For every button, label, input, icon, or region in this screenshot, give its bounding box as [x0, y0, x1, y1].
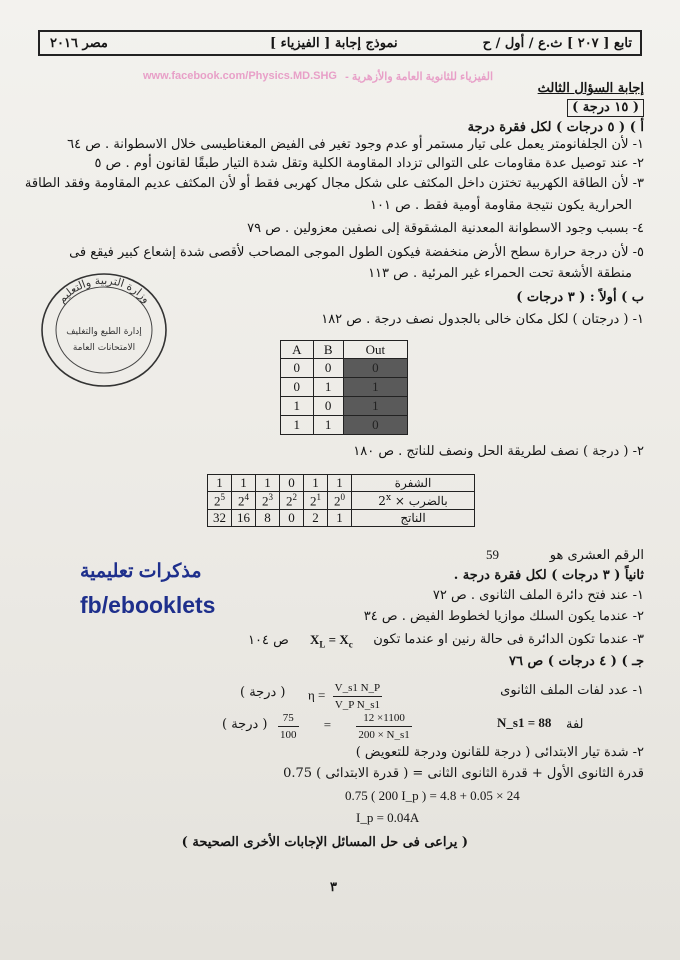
part-a-item-1: ١- لأن الجلفانومتر يعمل على تيار مستمر أو عدم وجود تغير فى الفيض المغناطيسى خلال الاسطوانة . ص ٦٤: [67, 137, 644, 152]
header-exam-code: تابع [ ٢٠٧ ] ث.ع / أول / ح: [482, 36, 632, 51]
stamp-department-text: إدارة الطبع والتغليف: [66, 327, 142, 337]
question-3-title: إجابة السؤال الثالث: [537, 81, 644, 96]
facebook-url-watermark: www.facebook.com/Physics.MD.SHG: [143, 70, 337, 82]
conv-result: 0: [280, 510, 304, 527]
decimal-result-label: الرقم العشرى هو: [549, 548, 644, 563]
conv-power: $2^1$: [304, 492, 328, 510]
truth-table-row: [281, 397, 408, 416]
conv-result: 2: [304, 510, 328, 527]
ratio-degree: ( درجة ): [222, 717, 268, 732]
conv-bit: 0: [280, 475, 304, 492]
truth-table-header-row: [281, 341, 408, 359]
conv-label-result: الناتج: [352, 510, 475, 527]
truth-table-out-cell: 1: [343, 397, 407, 416]
part-a-heading: أ ) ( ٥ درجات ) لكل فقرة درجة: [467, 120, 644, 135]
truth-table-cell: 0: [313, 397, 343, 416]
conv-power: $2^4$: [232, 492, 256, 510]
question-3-degree: ( ١٥ درجة ): [567, 99, 644, 117]
decimal-result-value: 59: [486, 547, 499, 562]
conv-label-mult: بالضرب × $2^x$: [352, 492, 475, 510]
turns-unit: لفة: [566, 717, 584, 732]
turns-ratio-equation: $\frac{75}{100}$ = $\frac{12 \times 1100}{200 \times N\_s1}$: [280, 712, 410, 741]
power-balance-equation: قدرة الثانوى الأول + قدرة الثانوى الثانى = ( قدرة الابتدائى ) 0.75: [283, 766, 644, 781]
truth-table-header-out: Out: [343, 341, 407, 359]
truth-table-out-cell: 0: [343, 359, 407, 378]
truth-table-row: [281, 416, 408, 435]
conv-power: $2^3$: [256, 492, 280, 510]
ebooklets-watermark-arabic: مذكرات تعليمية: [80, 561, 202, 582]
facebook-tagline-watermark: الفيزياء للثانوية العامة والأزهرية -: [345, 71, 493, 83]
second-part-item-3-page: ص ١٠٤: [248, 633, 289, 648]
conv-bit: 1: [328, 475, 352, 492]
official-stamp: [38, 270, 170, 390]
efficiency-fraction: $\frac{V\_s1 N\_P}{\text{V\_P N\_s1}}$: [334, 682, 381, 711]
truth-table-header-b: B: [313, 341, 343, 359]
part-c-heading: جـ ) ( ٤ درجات ) ص ٧٦: [509, 654, 644, 669]
truth-table-cell: 0: [281, 378, 314, 397]
truth-table-header-a: A: [281, 341, 314, 359]
conv-power: $2^0$: [328, 492, 352, 510]
truth-table-row: [281, 359, 408, 378]
truth-table-cell: 0: [313, 359, 343, 378]
truth-table-cell: 1: [313, 416, 343, 435]
page-header: [38, 30, 642, 56]
svg-text:وزارة التربية والتعليم: [55, 274, 153, 306]
truth-table-out-cell: 0: [343, 416, 407, 435]
secondary-turns-result: N_s1 = 88: [497, 715, 552, 730]
second-part-item-3: ٣- عندما تكون الدائرة فى حالة رنين او عندما تكون: [373, 632, 644, 647]
conv-bit: 1: [208, 475, 232, 492]
truth-table-cell: 1: [281, 416, 314, 435]
part-b-item-2: ٢- ( درجة ) نصف لطريقة الحل ونصف للناتج . ص ١٨٠: [353, 444, 644, 459]
second-part-item-2: ٢- عندما يكون السلك موازيا لخطوط الفيض . ص ٣٤: [363, 609, 644, 624]
primary-current-result: I_p = 0.04A: [356, 810, 420, 825]
efficiency-degree: ( درجة ): [240, 685, 286, 700]
part-c-item-2-label: ٢- شدة تيار الابتدائى ( درجة للقانون ودرجة للتعويض ): [355, 745, 644, 760]
page-number: ٣: [330, 880, 337, 895]
efficiency-formula: η = $\frac{V\_s1 N\_P}{\text{V\_P N\_s1}}$: [308, 682, 381, 711]
reactance-equation: $X_L = X_c$: [310, 632, 353, 650]
stamp-exams-text: الامتحانات العامة: [72, 343, 136, 353]
conv-power: $2^5$: [208, 492, 232, 510]
grading-note: ( يراعى فى حل المسائل الإجابات الأخرى الصحيحة ): [181, 835, 468, 850]
part-a-item-5-line-1: ٥- لأن درجة حرارة سطح الأرض منخفضة فيكون الطول الموجى المصاحب لأقصى شدة إشعاع كبير فيقع فى: [69, 245, 644, 260]
header-title: نموذج إجابة [ الفيزياء ]: [270, 36, 398, 51]
part-a-item-5-line-2: منطقة الأشعة تحت الحمراء غير المرئية . ص ١١٣: [368, 266, 632, 281]
part-a-item-3-line-2: الحرارية يكون نتيجة مقاومة أومية فقط . ص ١٠١: [370, 198, 632, 213]
part-a-item-4: ٤- بسبب وجود الاسطوانة المعدنية المشقوقة إلى نصفين معزولين . ص ٧٩: [247, 221, 644, 236]
truth-table-row: [281, 378, 408, 397]
conv-bit: 1: [256, 475, 280, 492]
conv-result: 1: [328, 510, 352, 527]
conv-bit: 1: [304, 475, 328, 492]
conv-bit: 1: [232, 475, 256, 492]
truth-table-out-cell: 1: [343, 378, 407, 397]
stamp-ministry-text: وزارة التربية والتعليم: [55, 273, 153, 306]
truth-table-cell: 0: [281, 359, 314, 378]
truth-table-cell: 1: [313, 378, 343, 397]
part-a-item-2: ٢- عند توصيل عدة مقاومات على التوالى تزداد المقاومة الكلية وتقل شدة التيار طبقًا لقانون أوم . ص ٥: [94, 156, 644, 171]
part-b-item-1: ١- ( درجتان ) لكل مكان خالى بالجدول نصف درجة . ص ١٨٢: [321, 312, 644, 327]
truth-table: [280, 340, 408, 435]
conv-row-powers: [208, 492, 475, 510]
power-substitution-equation: 0.75 ( 200 I_p ) = 4.8 + 0.05 × 24: [345, 788, 520, 803]
conv-row-code: [208, 475, 475, 492]
ebooklets-watermark-url: fb/ebooklets: [80, 592, 216, 618]
header-country-year: مصر ٢٠١٦: [50, 36, 108, 51]
conv-power: $2^2$: [280, 492, 304, 510]
ratio-fraction: $\frac{75}{100}$: [280, 712, 297, 741]
conv-result: 32: [208, 510, 232, 527]
part-a-item-3-line-1: ٣- لأن الطاقة الكهربية تختزن داخل المكثف على شكل مجال كهربى فقط أو لأن المكثف عديم المقاومة وفقد الطاقة: [24, 176, 644, 191]
conv-result: 16: [232, 510, 256, 527]
rhs-fraction: $\frac{12 \times 1100}{200 \times N\_s1}$: [358, 712, 410, 741]
conv-row-results: [208, 510, 475, 527]
second-part-item-1: ١- عند فتح دائرة الملف الثانوى . ص ٧٢: [432, 588, 644, 603]
part-c-item-1-label: ١- عدد لفات الملف الثانوى: [500, 683, 644, 698]
part-b-heading: ب ) أولاً : ( ٣ درجات ): [516, 290, 644, 305]
second-part-heading: ثانياً ( ٣ درجات ) لكل فقرة درجة .: [453, 568, 644, 583]
conv-result: 8: [256, 510, 280, 527]
truth-table-cell: 1: [281, 397, 314, 416]
binary-conversion-table: [207, 474, 475, 527]
conv-label-code: الشفرة: [352, 475, 475, 492]
